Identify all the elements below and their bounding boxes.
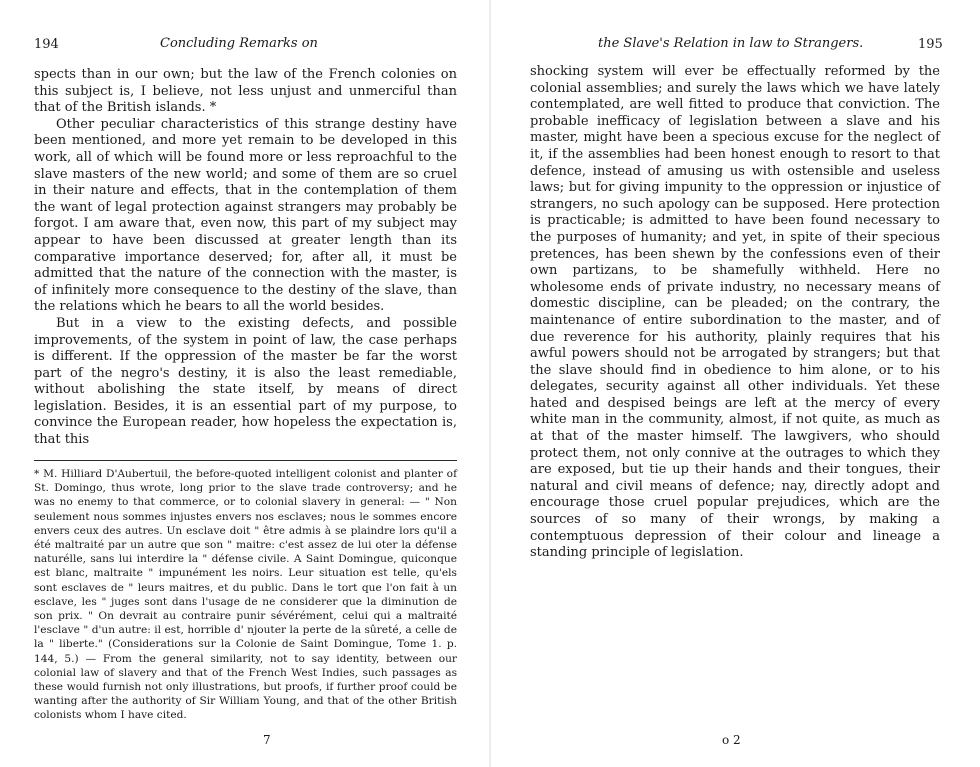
- paragraph: shocking system will ever be effectually reformed by the colonial assemblies; and surely the laws which we have lately contemplated, are well fitted to produce that conviction. The probable inefficacy of legislation between a slave and his master, might have been a specious excuse for the neglect of it, if the assemblies had been honest enough to resort to that defence, instead of amusing us with ostensible and useless laws; but for giving impunity to the oppression or injustice of strangers, no such apology can be supposed. Here protection is practicable; is admitted to have been found necessary to the purposes of humanity; and yet, in spite of their specious pretences, has been shewn by the confessions even of their own partizans, to be shamefully withheld. Here no wholesome ends of private industry, no necessary means of domestic discipline, can be pleaded; on the contrary, the maintenance of entire subordination to the master, and of due reverence for his authority, plainly requires that his awful powers should not be arrogated by strangers; but that the slave should find in obedience to him alone, or to his delegates, security against all other individuals. Yet these hated and despised beings are left at the mercy of every white man in the community, almost, if not quite, as much as at that of the master himself. The lawgivers, who should protect them, not only connive at the outrages to which they are exposed, but tie up their hands and their tongues, their natural and civil means of defence; nay, directly adopt and encourage those cruel popular prejudices, which are the sources of so many of their wrongs, by making a contemptuous depression of their colour and lineage a standing principle of legislation.: [530, 64, 940, 561]
- page-number: 195: [918, 37, 943, 52]
- footnote-rule: [34, 460, 457, 461]
- footnote: [34, 467, 457, 723]
- main-text: [530, 64, 940, 562]
- paragraph: But in a view to the existing defects, and possible improvements, of the system in point of law, the case perhaps is different. If the oppression of the master be far the worst part of the negro's destiny, it is also the least remediable, without abolishing the state itself, by means of direct legislation. Besides, it is an essential part of my purpose, to convince the European reader, how hopeless the expectation is, that this: [34, 315, 457, 448]
- running-head: Concluding Remarks on: [160, 36, 318, 51]
- footnote-text: * M. Hilliard D'Aubertuil, the before-quoted intelligent colonist and planter of St. Domingo, thus wrote, long prior to the slave trade controversy; and he was no enemy to that commerce, or to colonial slavery in general: — " Non seulement nous sommes injustes envers nos esclaves; nous le sommes encore envers ceux des autres. Un esclave doit " être admis à se plaindre lors qu'il a été maltraité par un autre que son " maitre: c'est assez de lui oter la défense naturélle, sans lui interdire la " défense civile. A Saint Domingue, quiconque est blanc, maltraite " impunément les noirs. Leur situation est telle, qu'els sont esclaves de " leurs maitres, et du public. Dans le tort que l'on fait à un esclave, les " juges sont dans l'usage de ne considerer que la diminution de son prix. " On devrait au contraire punir sévérément, celui qui a maltraité l'esclave " d'un autre: il est, horrible d' njouter la perte de la sûreté, a celle de la " liberte." (Considerations sur la Colonie de Saint Domingue, Tome 1. p. 144, 5.) — From the general similarity, not to say identity, between our colonial law of slavery and that of the French West Indies, such passages as these would furnish not only illustrations, but proofs, if further proof could be wanting after the authority of Sir William Young, and that of the other British colonists whom I have cited.: [34, 468, 457, 722]
- signature-mark: o 2: [722, 733, 741, 747]
- page-number: 194: [34, 37, 59, 52]
- paragraph: Other peculiar characteristics of this strange destiny have been mentioned, and more yet remain to be developed in this work, all of which will be found more or less reproachful to the slave masters of the new world; and some of them are so cruel in their nature and effects, that in the contemplation of them the want of legal protection against strangers may probably be forgot. I am aware that, even now, this part of my subject may appear to have been discussed at greater length than its comparative importance deserved; for, after all, it must be admitted that the nature of the connection with the master, is of infinitely more consequence to the destiny of the slave, than the relations which he bears to all the world besides.: [34, 116, 457, 315]
- main-text: [34, 67, 457, 449]
- paragraph: spects than in our own; but the law of the French colonies on this subject is, I believe, not less unjust and unmerciful than that of the British islands. *: [34, 67, 457, 116]
- right-page: [490, 0, 980, 767]
- signature-mark: 7: [263, 733, 271, 747]
- running-head: the Slave's Relation in law to Strangers.: [598, 36, 864, 51]
